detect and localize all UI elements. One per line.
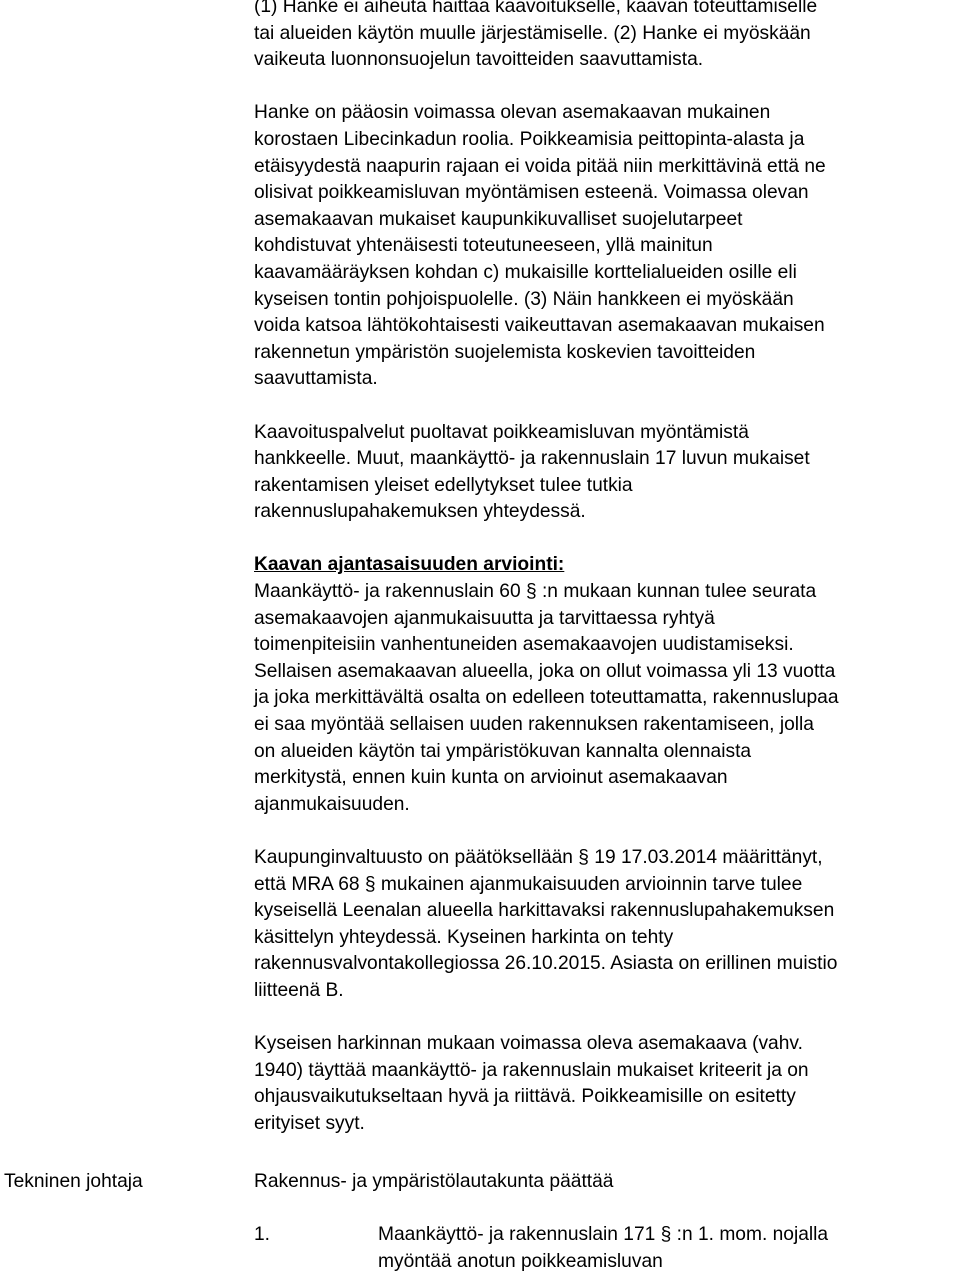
text-line: hankkeelle. Muut, maankäyttö- ja rakennuslain 17 luvun mukaiset xyxy=(254,448,810,470)
text-line: Maankäyttö- ja rakennuslain 60 § :n mukaan kunnan tulee seurata xyxy=(254,581,817,603)
text-line: olisivat poikkeamisluvan myöntämisen esteenä. Voimassa olevan xyxy=(254,182,809,204)
text-line: vaikeuta luonnonsuojelun tavoitteiden saavuttamista. xyxy=(254,49,704,71)
section-heading: Kaavan ajantasaisuuden arviointi: xyxy=(254,554,565,576)
text-line: Maankäyttö- ja rakennuslain 171 § :n 1. mom. nojalla xyxy=(378,1224,829,1245)
text-line: liitteenä B. xyxy=(254,979,344,1001)
text-line: rakentamisen yleiset edellytykset tulee tutkia xyxy=(254,474,633,496)
paragraph-impact-assessment xyxy=(254,0,960,74)
proposer-label: Tekninen johtaja xyxy=(4,1171,143,1192)
text-line: Sellaisen asemakaavan alueella, joka on ollut voimassa yli 13 vuotta xyxy=(254,660,836,682)
text-line: Kaavoituspalvelut puoltavat poikkeamisluvan myöntämistä xyxy=(254,421,749,443)
text-line: on alueiden käytön tai ympäristökuvan kannalta olennaista xyxy=(254,740,752,762)
text-line: etäisyydestä naapurin rajaan ei voida pitää niin merkittävinä että ne xyxy=(254,155,826,177)
text-line: myöntää anotun poikkeamisluvan xyxy=(378,1250,663,1272)
text-line: kaavamääräyksen kohdan c) mukaisille korttelialueiden osille eli xyxy=(254,261,797,283)
text-line: saavuttamista. xyxy=(254,368,378,390)
paragraph-planning-services-recommendation xyxy=(254,420,960,526)
text-line: toimenpiteisiin vanhentuneiden asemakaavojen uudistamiseksi. xyxy=(254,634,794,656)
text-line: voida katsoa lähtökohtaisesti vaikeuttavan asemakaavan mukaisen xyxy=(254,315,825,337)
text-line: kyseisen tontin pohjoispuolelle. (3) Näin hankkeen ei myöskään xyxy=(254,288,794,310)
text-line: rakennuslupahakemuksen yhteydessä. xyxy=(254,501,586,523)
text-line: ei saa myöntää sellaisen uuden rakennuksen rakentamiseen, jolla xyxy=(254,714,814,736)
text-line: erityiset syyt. xyxy=(254,1112,365,1134)
decision-item-number: 1. xyxy=(254,1224,271,1245)
decision-title: Rakennus- ja ympäristölautakunta päättää xyxy=(254,1171,614,1192)
text-line: tai alueiden käytön muulle järjestämiselle. (2) Hanke ei myöskään xyxy=(254,22,811,44)
text-line: käsittelyn yhteydessä. Kyseinen harkinta on tehty xyxy=(254,926,674,948)
text-line: ja joka merkittävältä osalta on edelleen toteuttamatta, rakennuslupaa xyxy=(254,687,839,709)
decision-item-text xyxy=(378,1222,828,1275)
text-line: asemakaavojen ajanmukaisuutta ja tarvittaessa ryhtyä xyxy=(254,607,715,629)
text-line: ajanmukaisuuden. xyxy=(254,793,410,815)
text-line: Kyseisen harkinnan mukaan voimassa oleva asemakaava (vahv. xyxy=(254,1033,803,1055)
paragraph-assessment-result xyxy=(254,1031,960,1137)
text-line: rakennetun ympäristön suojelemista koskevien tavoitteiden xyxy=(254,341,756,363)
text-line: kohdistuvat yhtenäisesti toteutuneeseen, yllä mainitun xyxy=(254,235,713,257)
text-line: merkitystä, ennen kuin kunta on arvioinut asemakaavan xyxy=(254,767,728,789)
paragraph-council-decision xyxy=(254,845,960,1005)
text-line: ohjausvaikutukseltaan hyvä ja riittävä. Poikkeamisille on esitetty xyxy=(254,1086,796,1108)
text-line: asemakaavan mukaiset kaupunkikuvalliset suojelutarpeet xyxy=(254,208,743,230)
text-line: korostaen Libecinkadun roolia. Poikkeamisia peittopinta-alasta ja xyxy=(254,128,805,150)
text-line: (1) Hanke ei aiheuta haittaa kaavoitukselle, kaavan toteuttamiselle xyxy=(254,0,818,17)
document-body xyxy=(254,0,960,1164)
text-line: Hanke on pääosin voimassa olevan asemakaavan mukainen xyxy=(254,102,771,124)
paragraph-plan-timeliness xyxy=(254,552,960,818)
text-line: kyseisellä Leenalan alueella harkittavaksi rakennuslupahakemuksen xyxy=(254,900,835,922)
paragraph-plan-conformity xyxy=(254,100,960,393)
text-line: että MRA 68 § mukainen ajanmukaisuuden arvioinnin tarve tulee xyxy=(254,873,803,895)
text-line: Kaupunginvaltuusto on päätöksellään § 19 17.03.2014 määrittänyt, xyxy=(254,847,823,868)
text-line: rakennusvalvontakollegiossa 26.10.2015. Asiasta on erillinen muistio xyxy=(254,953,838,975)
text-line: 1940) täyttää maankäyttö- ja rakennuslain mukaiset kriteerit ja on xyxy=(254,1059,809,1081)
